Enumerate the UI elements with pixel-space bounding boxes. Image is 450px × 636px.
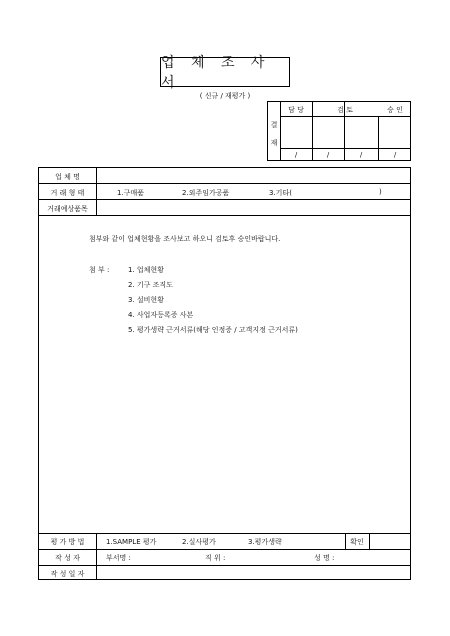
eval-option-skip[interactable]: 3.평가생략	[248, 538, 282, 546]
name-label: 성 명 :	[314, 554, 335, 562]
trade-type-option-other[interactable]: 3.기타(	[269, 189, 292, 197]
approval-date-mark: /	[294, 151, 298, 159]
approval-side-label: 결	[270, 121, 278, 129]
attachment-item: 4. 사업자등록증 사본	[128, 311, 194, 319]
eval-method-label: 평 가 방 법	[50, 538, 85, 546]
attachment-item: 3. 설비현황	[128, 296, 164, 304]
dept-label: 부서명 :	[106, 554, 131, 562]
company-name-label: 업 체 명	[55, 173, 80, 181]
survey-form	[38, 167, 411, 580]
attach-label: 첨 부 :	[89, 266, 110, 274]
eval-option-sample[interactable]: 1.SAMPLE 평가	[106, 538, 157, 546]
approval-col-charge: 담 당	[288, 106, 304, 114]
confirm-label: 확인	[350, 538, 364, 546]
eval-option-onsite[interactable]: 2.실사평가	[182, 538, 216, 546]
attachment-item: 5. 평가생략 근거서류(해당 인정증 / 고객지정 근거서류)	[128, 326, 298, 334]
position-label: 직 위 :	[205, 554, 226, 562]
approval-col-review: 검 토	[337, 106, 353, 114]
date-label: 작 성 일 자	[50, 570, 85, 578]
approval-date-mark: /	[359, 151, 363, 159]
expected-items-label: 거래예상품목	[47, 205, 88, 213]
document-title: 업 체 조 사 서	[160, 57, 290, 87]
approval-date-mark: /	[326, 151, 330, 159]
attachment-item: 2. 기구 조직도	[128, 281, 173, 289]
trade-type-option-purchase[interactable]: 1.구매품	[117, 189, 144, 197]
trade-type-option-outsource[interactable]: 2.외주임가공품	[182, 189, 230, 197]
intro-text: 첨부와 같이 업체현황을 조사보고 하오니 검토후 승인바랍니다.	[89, 235, 281, 243]
approval-box	[267, 101, 411, 161]
approval-col-approve: 승 인	[387, 106, 403, 114]
trade-type-option-other-close: )	[379, 188, 382, 196]
approval-side-label: 재	[270, 139, 278, 147]
document-subtitle: ( 신규 / 재평가 )	[199, 92, 251, 100]
writer-label: 작 성 자	[55, 554, 80, 562]
trade-type-label: 거 래 형 태	[50, 189, 85, 197]
approval-date-mark: /	[393, 151, 397, 159]
attachment-item: 1. 업체현황	[128, 266, 164, 274]
